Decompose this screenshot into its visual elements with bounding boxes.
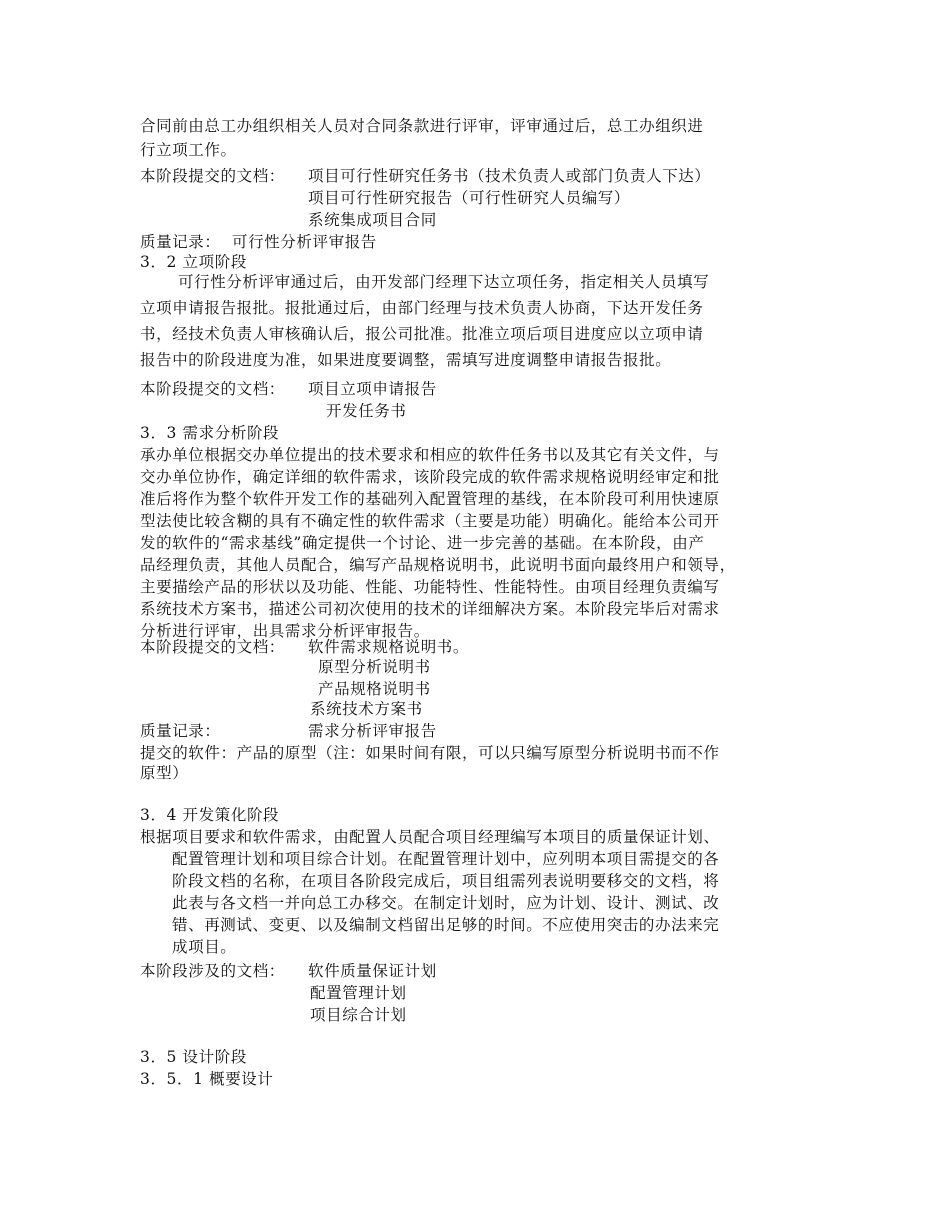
intro-paragraph-line: 合同前由总工办组织相关人员对合同条款进行评审，评审通过后，总工办组织进: [140, 117, 704, 135]
intro-paragraph-line: 行立项工作。: [140, 141, 237, 159]
paragraph-line: 型法使比较含糊的具有不确定性的软件需求（主要是功能）明确化。能给本公司开: [140, 512, 720, 530]
doc-list-item: 软件质量保证计划: [308, 962, 437, 980]
paragraph-line: 根据项目要求和软件需求，由配置人员配合项目经理编写本项目的质量保证计划、: [140, 828, 720, 846]
docs-label: 本阶段提交的文档：: [140, 380, 285, 398]
paragraph-line: 此表与各文档一并向总工办移交。在制定计划时，应为计划、设计、测试、改: [172, 894, 720, 912]
paragraph-line: 报告中的阶段进度为准，如果进度要调整，需填写进度调整申请报告报批。: [140, 351, 672, 369]
docs-label: 本阶段涉及的文档：: [140, 962, 285, 980]
doc-list-item: 产品规格说明书: [318, 680, 431, 698]
paragraph-line: 可行性分析评审通过后，由开发部门经理下达立项任务，指定相关人员填写: [178, 273, 710, 291]
paragraph-line: 错、再测试、变更、以及编制文档留出足够的时间。不应使用突击的办法来完: [172, 916, 720, 934]
paragraph-line: 主要描绘产品的形状以及功能、性能、功能特性、性能特性。由项目经理负责编写: [140, 578, 720, 596]
doc-list-item: 软件需求规格说明书。: [308, 638, 470, 656]
paragraph-line: 阶段文档的名称，在项目各阶段完成后，项目组需列表说明要移交的文档，将: [172, 872, 720, 890]
section-heading: 3．3 需求分析阶段: [140, 424, 280, 442]
doc-list-item: 项目可行性研究任务书（技术负责人或部门负责人下达）: [308, 167, 711, 185]
paragraph-line: 原型）: [140, 764, 189, 782]
doc-list-item: 配置管理计划: [310, 984, 407, 1002]
doc-list-item: 系统集成项目合同: [308, 211, 437, 229]
quality-record-label: 质量记录：: [140, 722, 221, 740]
paragraph-line: 立项申请报告报批。报批通过后，由部门经理与技术负责人协商，下达开发任务: [140, 299, 704, 317]
doc-list-item: 项目可行性研究报告（可行性研究人员编写）: [308, 189, 631, 207]
section-heading: 3．4 开发策化阶段: [140, 806, 280, 824]
paragraph-line: 配置管理计划和项目综合计划。在配置管理计划中，应列明本项目需提交的各: [172, 850, 720, 868]
quality-record-label: 质量记录：: [140, 233, 221, 251]
paragraph-line: 品经理负责，其他人员配合，编写产品规格说明书，此说明书面向最终用户和领导，: [140, 556, 736, 574]
paragraph-line: 成项目。: [172, 938, 237, 956]
section-heading: 3．2 立项阶段: [140, 253, 247, 271]
docs-label: 本阶段提交的文档：: [140, 167, 285, 185]
paragraph-line: 准后将作为整个软件开发工作的基础列入配置管理的基线，在本阶段可利用快速原: [140, 490, 720, 508]
doc-list-item: 开发任务书: [326, 402, 407, 420]
quality-record-value: 需求分析评审报告: [308, 722, 437, 740]
paragraph-line: 系统技术方案书，描述公司初次使用的技术的详细解决方案。本阶段完毕后对需求: [140, 600, 720, 618]
paragraph-line: 提交的软件：产品的原型（注：如果时间有限，可以只编写原型分析说明书而不作: [140, 744, 720, 762]
section-heading: 3．5 设计阶段: [140, 1048, 247, 1066]
paragraph-line: 分析进行评审，出具需求分析评审报告。: [140, 622, 430, 640]
quality-record-value: 可行性分析评审报告: [232, 233, 377, 251]
doc-list-item: 系统技术方案书: [310, 700, 423, 718]
paragraph-line: 交办单位协作，确定详细的软件需求，该阶段完成的软件需求规格说明经审定和批: [140, 468, 720, 486]
paragraph-line: 承办单位根据交办单位提出的技术要求和相应的软件任务书以及其它有关文件，与: [140, 446, 720, 464]
paragraph-line: 发的软件的“需求基线”确定提供一个讨论、进一步完善的基础。在本阶段，由产: [140, 534, 705, 552]
doc-list-item: 项目综合计划: [310, 1006, 407, 1024]
subsection-heading: 3．5．1 概要设计: [140, 1070, 274, 1088]
paragraph-line: 书，经技术负责人审核确认后，报公司批准。批准立项后项目进度应以立项申请: [140, 325, 704, 343]
doc-list-item: 项目立项申请报告: [308, 380, 437, 398]
doc-list-item: 原型分析说明书: [318, 658, 431, 676]
docs-label: 本阶段提交的文档：: [140, 638, 285, 656]
